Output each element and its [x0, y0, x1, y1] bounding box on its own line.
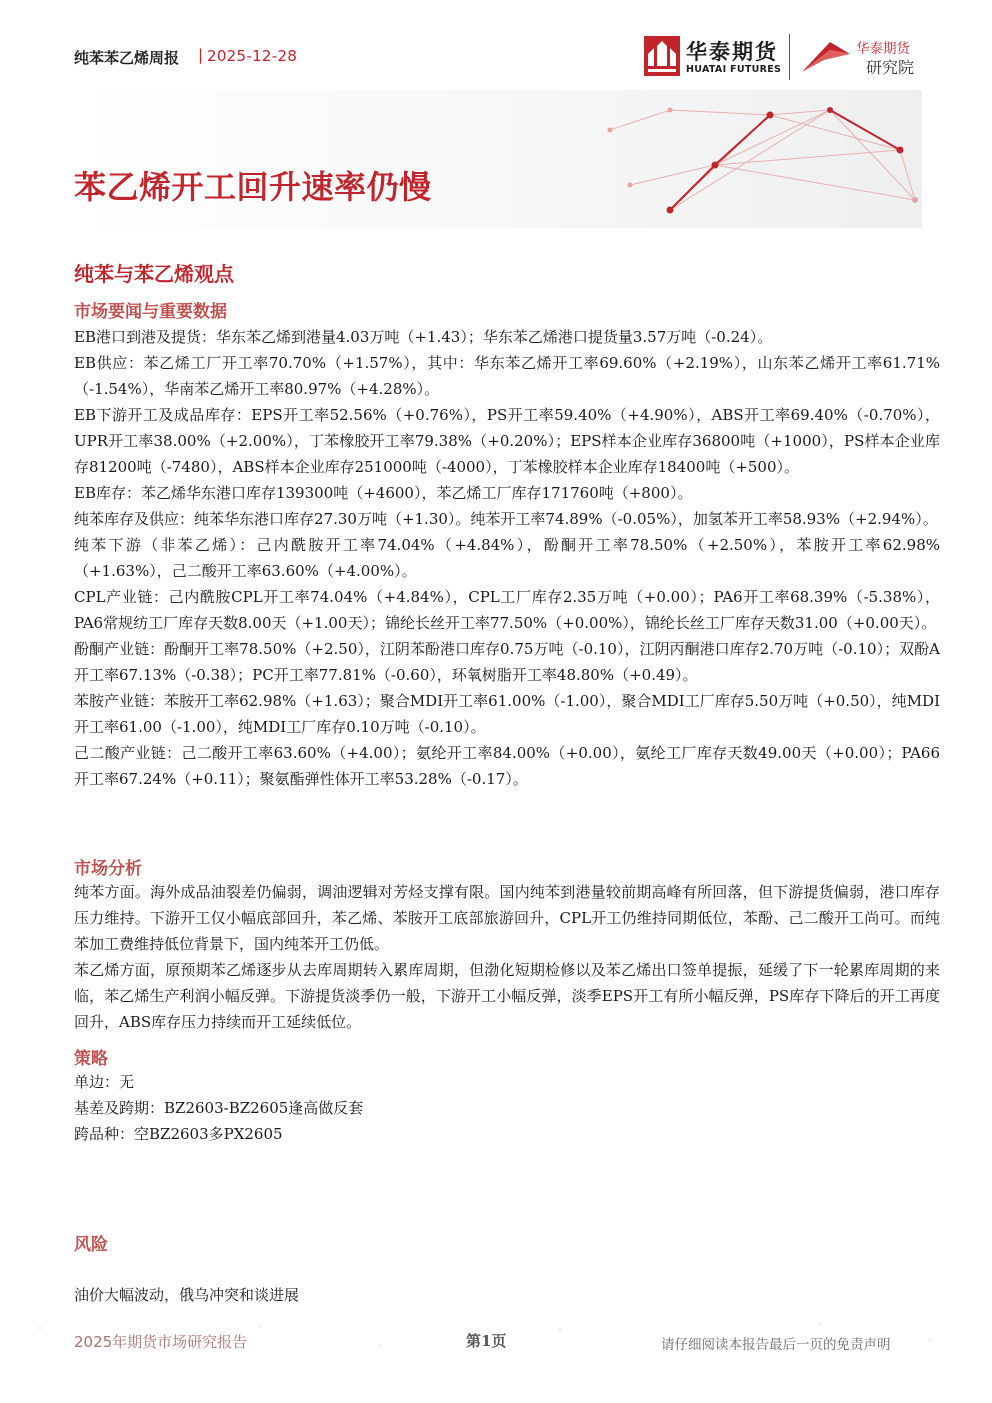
footer-report-type: 2025年期货市场研究报告: [74, 1333, 248, 1351]
news-heading: 市场要闻与重要数据: [74, 302, 227, 322]
news-body: [74, 324, 940, 792]
logo-company-en: HUATAI FUTURES: [686, 64, 782, 75]
strategy-item: 基差及跨期：BZ2603-BZ2605逢高做反套: [74, 1099, 364, 1117]
news-paragraph: 己二酸产业链：己二酸开工率63.60%（+4.00）；氨纶开工率84.00%（+0.00），氨纶工厂库存天数49.00天（+0.00）；PA66开工率67.24%（+0.11）；聚氨酯弹性体开工率53.28%（-0.17）。: [74, 744, 940, 788]
report-name: 纯苯苯乙烯周报: [74, 49, 180, 67]
news-paragraph: EB港口到港及提货：华东苯乙烯到港量4.03万吨（+1.43）；华东苯乙烯港口提货量3.57万吨（-0.24）。: [74, 328, 773, 346]
news-paragraph: EB供应：苯乙烯工厂开工率70.70%（+1.57%），其中：华东苯乙烯开工率69.60%（+2.19%），山东苯乙烯开工率61.71%（-1.54%），华南苯乙烯开工率80.97%（+4.28%）。: [74, 354, 940, 398]
risk-heading: 风险: [74, 1235, 108, 1255]
report-title: 苯乙烯开工回升速率仍慢: [74, 168, 432, 206]
analysis-body: [74, 879, 940, 1035]
institute-name-line2: 研究院: [866, 58, 915, 77]
strategy-item: 跨品种：空BZ2603多PX2605: [74, 1125, 283, 1143]
news-paragraph: 纯苯库存及供应：纯苯华东港口库存27.30万吨（+1.30）。纯苯开工率74.89%（-0.05%），加氢苯开工率58.93%（+2.94%）。: [74, 510, 938, 528]
institute-logo-icon: [800, 38, 852, 74]
analysis-paragraph: 苯乙烯方面，原预期苯乙烯逐步从去库周期转入累库周期，但渤化短期检修以及苯乙烯出口签单提振，延缓了下一轮累库周期的来临，苯乙烯生产利润小幅反弹。下游提货淡季仍一般，下游开工小幅反弹，淡季EPS开工有所小幅反弹，PS库存下降后的开工再度回升，ABS库存压力持续而开工延续低位。: [74, 961, 940, 1031]
logo-divider: [789, 34, 790, 80]
news-paragraph: EB下游开工及成品库存：EPS开工率52.56%（+0.76%），PS开工率59.40%（+4.90%），ABS开工率69.40%（-0.70%），UPR开工率38.00%（+2.00%），丁苯橡胶开工率79.38%（+0.20%）；EPS样本企业库存36800吨（+1000），PS样本企业库存81200吨（-7480），ABS样本企业库存251000吨（-4000），丁苯橡胶样本企业库存18400吨（+500）。: [74, 406, 940, 476]
page-header: [0, 0, 992, 90]
disclaimer-note: 请仔细阅读本报告最后一页的免责声明: [661, 1337, 891, 1353]
company-logo: [644, 34, 924, 84]
section-title: 纯苯与苯乙烯观点: [74, 262, 234, 286]
title-banner: [0, 90, 992, 240]
analysis-paragraph: 纯苯方面。海外成品油裂差仍偏弱，调油逻辑对芳烃支撑有限。国内纯苯到港量较前期高峰有所回落，但下游提货偏弱，港口库存压力维持。下游开工仅小幅底部回升，苯乙烯、苯胺开工底部旅游回升，CPL开工仍维持同期低位，苯酚、己二酸开工尚可。而纯苯加工费维持低位背景下，国内纯苯开工仍低。: [74, 883, 940, 953]
analysis-heading: 市场分析: [74, 859, 142, 879]
news-paragraph: 苯胺产业链：苯胺开工率62.98%（+1.63）；聚合MDI开工率61.00%（-1.00），聚合MDI工厂库存5.50万吨（+0.50），纯MDI开工率61.00（-1.00），纯MDI工厂库存0.10万吨（-0.10）。: [74, 692, 940, 736]
news-paragraph: CPL产业链：己内酰胺CPL开工率74.04%（+4.84%），CPL工厂库存2.35万吨（+0.00）；PA6开工率68.39%（-5.38%），PA6常规纺工厂库存天数8.00天（+1.00天）；锦纶长丝开工率77.50%（+0.00%），锦纶长丝工厂库存天数31.00（+0.00天）。: [74, 588, 940, 632]
news-paragraph: EB库存：苯乙烯华东港口库存139300吨（+4600），苯乙烯工厂库存171760吨（+800）。: [74, 484, 693, 502]
news-paragraph: 纯苯下游（非苯乙烯）：己内酰胺开工率74.04%（+4.84%），酚酮开工率78.50%（+2.50%），苯胺开工率62.98%（+1.63%），己二酸开工率63.60%（+4.00%）。: [74, 536, 940, 580]
page-number: 第1页: [466, 1332, 507, 1350]
strategy-body: [74, 1069, 940, 1147]
huatai-logo-icon: [644, 36, 680, 76]
news-paragraph: 酚酮产业链：酚酮开工率78.50%（+2.50），江阴苯酚港口库存0.75万吨（-0.10），江阴丙酮港口库存2.70万吨（-0.10）；双酚A开工率67.13%（-0.38）；PC开工率77.81%（-0.60），环氧树脂开工率48.80%（+0.49）。: [74, 640, 940, 684]
strategy-heading: 策略: [74, 1049, 108, 1069]
logo-company-cn: 华泰期货: [686, 40, 778, 64]
risk-item: 油价大幅波动，俄乌冲突和谈进展: [74, 1286, 300, 1304]
risk-body: [74, 1282, 940, 1308]
report-date: 2025-12-28: [207, 47, 298, 65]
header-separator: |: [198, 46, 204, 64]
institute-name-line1: 华泰期货: [856, 41, 910, 57]
strategy-item: 单边：无: [74, 1073, 135, 1091]
